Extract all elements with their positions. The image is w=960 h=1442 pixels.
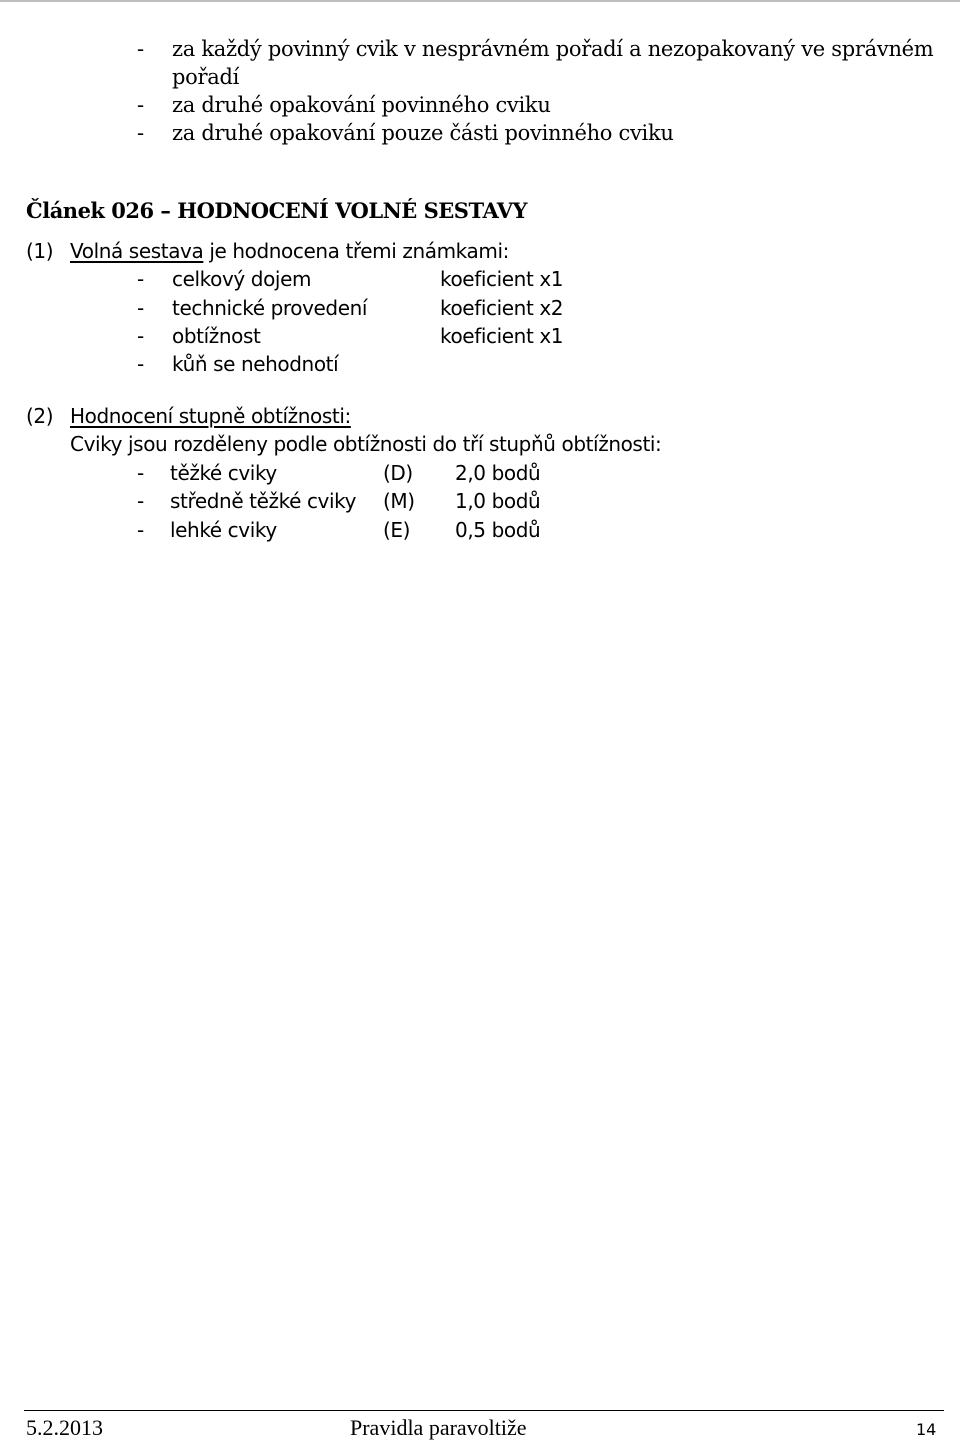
list-item-text-continued: pořadí	[172, 65, 240, 89]
difficulty-code: (D)	[383, 461, 413, 485]
difficulty-label: středně těžké cviky	[170, 489, 357, 513]
page-top-border	[0, 0, 960, 2]
score-label: kůň se nehodnotí	[172, 352, 339, 376]
score-label: technické provedení	[172, 296, 368, 320]
paragraph-1-text	[70, 237, 509, 265]
footer-page-number: 14	[916, 1420, 937, 1439]
difficulty-points: 0,5 bodů	[455, 518, 541, 542]
article-heading: Článek 026 – HODNOCENÍ VOLNÉ SESTAVY	[26, 198, 527, 223]
paragraph-2-title: Hodnocení stupně obtížnosti:	[70, 404, 351, 428]
list-item-dash: -	[137, 461, 144, 485]
score-coefficient: koeficient x1	[440, 324, 564, 348]
difficulty-points: 1,0 bodů	[455, 489, 541, 513]
difficulty-label: lehké cviky	[170, 518, 277, 542]
list-item-dash: -	[137, 324, 144, 348]
paragraph-number: (1)	[26, 239, 54, 263]
list-item-dash: -	[137, 37, 144, 61]
score-label: obtížnost	[172, 324, 261, 348]
list-item-dash: -	[137, 296, 144, 320]
list-item-dash: -	[137, 93, 144, 117]
difficulty-code: (M)	[383, 489, 415, 513]
paragraph-2-intro: Cviky jsou rozděleny podle obtížnosti do tří stupňů obtížnosti:	[70, 432, 662, 456]
list-item-dash: -	[137, 518, 144, 542]
list-item-dash: -	[137, 267, 144, 291]
list-item-dash: -	[137, 489, 144, 513]
score-coefficient: koeficient x1	[440, 267, 564, 291]
difficulty-points: 2,0 bodů	[455, 461, 541, 485]
difficulty-code: (E)	[383, 518, 411, 542]
score-coefficient: koeficient x2	[440, 296, 564, 320]
footer-date: 5.2.2013	[26, 1415, 103, 1440]
footer-rule	[24, 1410, 944, 1411]
difficulty-label: těžké cviky	[170, 461, 277, 485]
list-item-text: za druhé opakování pouze části povinného cviku	[172, 121, 674, 145]
term-volna-sestava: Volná sestava	[70, 239, 204, 263]
score-label: celkový dojem	[172, 267, 312, 291]
list-item-text: za každý povinný cvik v nesprávném pořadí a nezopakovaný ve správném	[172, 37, 934, 61]
list-item-text: za druhé opakování povinného cviku	[172, 93, 551, 117]
paragraph-number: (2)	[26, 404, 54, 428]
footer-title: Pravidla paravoltiže	[350, 1415, 527, 1440]
list-item-dash: -	[137, 121, 144, 145]
paragraph-1-rest: je hodnocena třemi známkami:	[203, 239, 509, 263]
list-item-dash: -	[137, 352, 144, 376]
